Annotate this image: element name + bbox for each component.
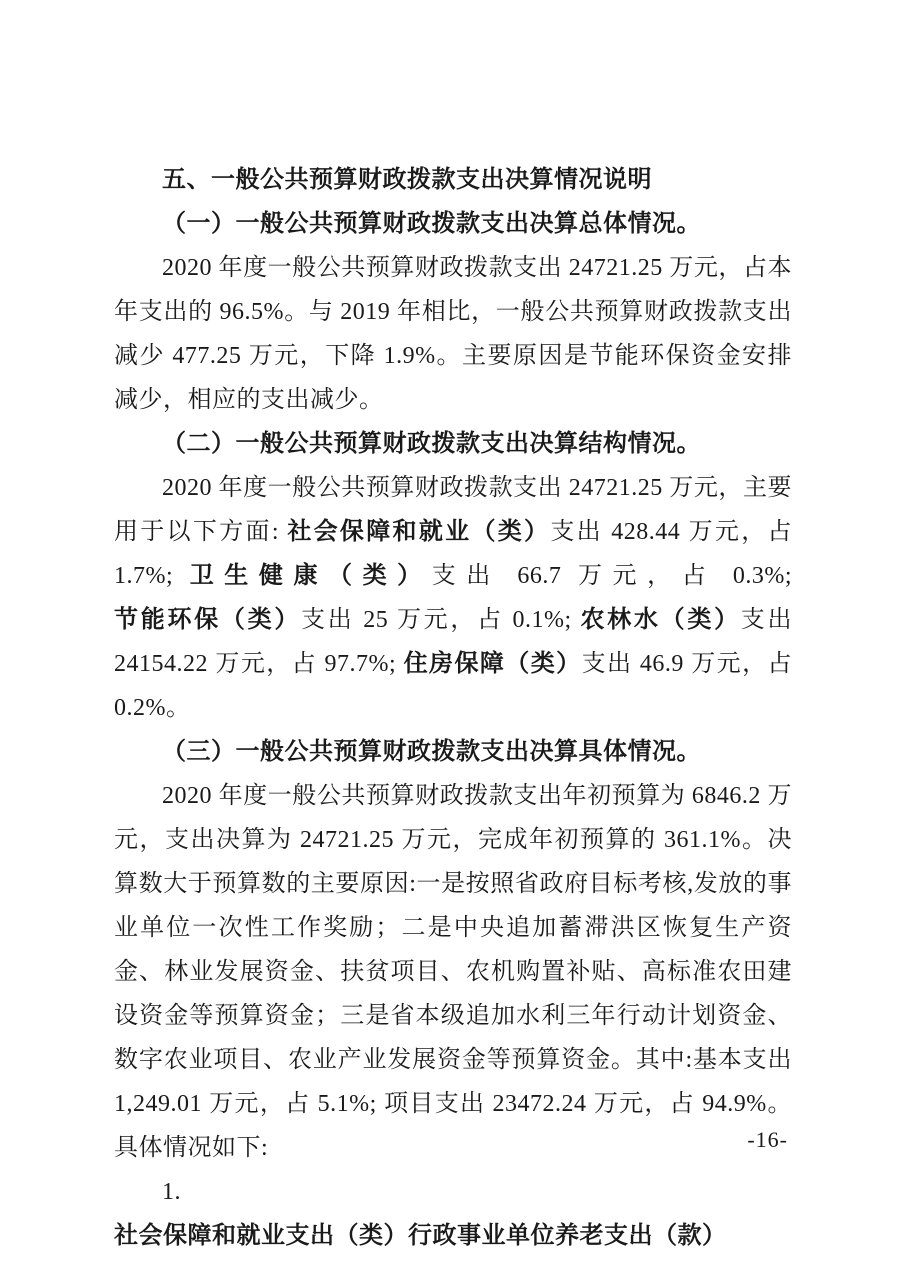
- subsection-heading-1: （一）一般公共预算财政拨款支出决算总体情况。: [162, 211, 701, 237]
- item-number: 1.: [162, 1179, 181, 1205]
- paragraph-detail-situation: 2020 年度一般公共预算财政拨款支出年初预算为 6846.2 万元，支出决算为 24721.25 万元，完成年初预算的 361.1%。决算数大于预算数的主要原因:一是按照省政府目标考核,发放的事业单位一次性工作奖励；二是中央追加蓄滞洪区恢复生产资金、林业发展资金、扶贫项目、农机购置补贴、高标准农田建设资金等预算资金；三是省本级追加水利三年行动计划资金、数字农业项目、农业产业发展资金等预算资金。其中:基本支出 1,249.01 万元，占 5.1%; 项目支出 23472.24 万元，占 94.9%。具体情况如下:: [114, 783, 792, 1161]
- paragraph-item-1: [114, 1170, 792, 1258]
- heading-main: 五、一般公共预算财政拨款支出决算情况说明: [162, 167, 652, 193]
- text-run: 2020 年度一般公共预算财政拨款支出 24721.25 万元，主要用于以下方面:: [114, 475, 792, 545]
- bold-run-health: 卫生健康（类）: [189, 563, 432, 589]
- page-number: -16-: [747, 1127, 788, 1152]
- text-run: 支出 25 万元，占 0.1%;: [301, 607, 581, 633]
- document-body: [114, 158, 792, 1258]
- paragraph-structure-situation: [114, 466, 792, 730]
- bold-run-housing: 住房保障（类）: [403, 651, 582, 677]
- bold-run-social-security: 社会保障和就业（类）: [287, 519, 551, 545]
- bold-run-energy-conservation: 节能环保（类）: [114, 607, 302, 633]
- text-run: 支出 428.44 万元，占 1.7%;: [114, 519, 793, 589]
- text-run: 支出 66.7 万元，占 0.3%;: [431, 563, 792, 589]
- subsection-heading-3: （三）一般公共预算财政拨款支出决算具体情况。: [162, 739, 701, 765]
- bold-run-agriculture-water: 农林水（类）: [580, 607, 741, 633]
- paragraph-overall-situation: 2020 年度一般公共预算财政拨款支出 24721.25 万元，占本年支出的 96.5%。与 2019 年相比，一般公共预算财政拨款支出减少 477.25 万元，下降 1.9%。主要原因是节能环保资金安排减少，相应的支出减少。: [114, 255, 792, 413]
- item-title: 社会保障和就业支出（类）行政事业单位养老支出（款）: [114, 1223, 727, 1249]
- text-run: 支出 46.9 万元，占 0.2%。: [114, 651, 793, 721]
- subsection-heading-2: （二）一般公共预算财政拨款支出决算结构情况。: [162, 431, 701, 457]
- text-run: 支出 24154.22 万元，占 97.7%;: [114, 607, 793, 677]
